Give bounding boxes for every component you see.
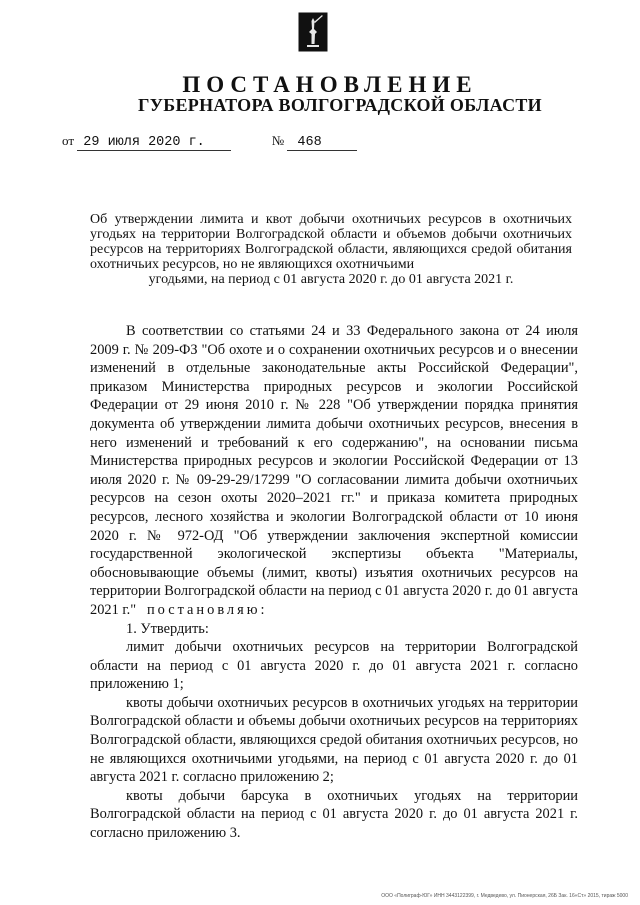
item-1-paragraph-1: лимит добычи охотничьих ресурсов на территории Волгоградской области на период с 01 августа 2020 г. до 01 августа 2021 г. согласно приложению 1; xyxy=(90,639,578,693)
item-1-paragraph-3: квоты добычи барсука в охотничьих угодьях на территории Волгоградской области на период с 01 августа 2020 г. до 01 августа 2021 г. согласно приложению 3. xyxy=(90,787,578,842)
item-1-paragraph-2: квоты добычи охотничьих ресурсов в охотничьих угодьях на территории Волгоградской области и объемы добычи охотничьих ресурсов на территориях Волгоградской области, являющихся средой обитания охотничьих ресурсов, но не являющихся охотничьими угодьями, на период с 01 августа 2020 г. до 01 августа 2021 г. согласно приложению 2; xyxy=(90,694,578,786)
item-1-heading: 1. Утвердить: xyxy=(126,620,209,637)
subject-last-line: угодьями, на период с 01 августа 2020 г. до 01 августа 2021 г. xyxy=(148,272,514,287)
printer-imprint: ООО «Полиграф-ЮГ» ИНН 3443122399, г. Медведево, ул. Пионерская, 26Б Зак. 16«Ст» 2015, тираж 5000 xyxy=(381,893,628,899)
document-title: ПОСТАНОВЛЕНИЕ xyxy=(182,72,478,97)
document-subtitle: ГУБЕРНАТОРА ВОЛГОГРАДСКОЙ ОБЛАСТИ xyxy=(138,95,542,115)
subject-text: Об утверждении лимита и квот добычи охотничьих ресурсов в охотничьих угодьях на территории Волгоградской области и объемов добычи охотничьих ресурсов на территориях Волгоградской области, являющихся средой обитания охотничьих ресурсов, но не являющихся охотничьими xyxy=(90,212,572,272)
date-prefix: от xyxy=(62,133,75,148)
preamble-text: В соответствии со статьями 24 и 33 Федерального закона от 24 июля 2009 г. № 209-ФЗ "Об охоте и о сохранении охотничьих ресурсов и о внесении изменений в отдельные законодательные акты Российской Федерации", приказом Министерства природных ресурсов и экологии Российской Федерации от 29 июня 2010 г. № 228 "Об утверждении порядка принятия документа об утверждении лимита добычи охотничьих ресурсов, внесения в него изменений и требований к его содержанию", на основании письма Министерства природных ресурсов и экологии Российской Федерации от 13 июля 2020 г. № 09-29-29/17299 "О согласовании лимита добычи охотничьих ресурсов на сезон охоты 2020–2021 гг." и приказа комитета природных ресурсов, лесного хозяйства и экологии Волгоградской области от 10 июня 2020 г. № 972-ОД "Об утверждении заключения экспертной комиссии государственной экологической экспертизы объекта "Материалы, обосновывающие объемы (лимит, квоты) изъятия охотничьих ресурсов на территории Волгоградской области на период с 01 августа 2020 г. до 01 августа 2021 г." xyxy=(90,323,578,618)
decree-word: постановляю: xyxy=(146,601,268,618)
document-date: 29 июля 2020 г. xyxy=(77,135,231,151)
coat-of-arms-emblem-icon xyxy=(298,12,328,52)
document-number: 468 xyxy=(287,135,357,151)
document-date-number xyxy=(62,133,357,151)
preamble-paragraph xyxy=(90,322,578,620)
document-body xyxy=(90,322,578,843)
document-subject xyxy=(90,212,572,287)
number-label: № xyxy=(271,133,285,148)
